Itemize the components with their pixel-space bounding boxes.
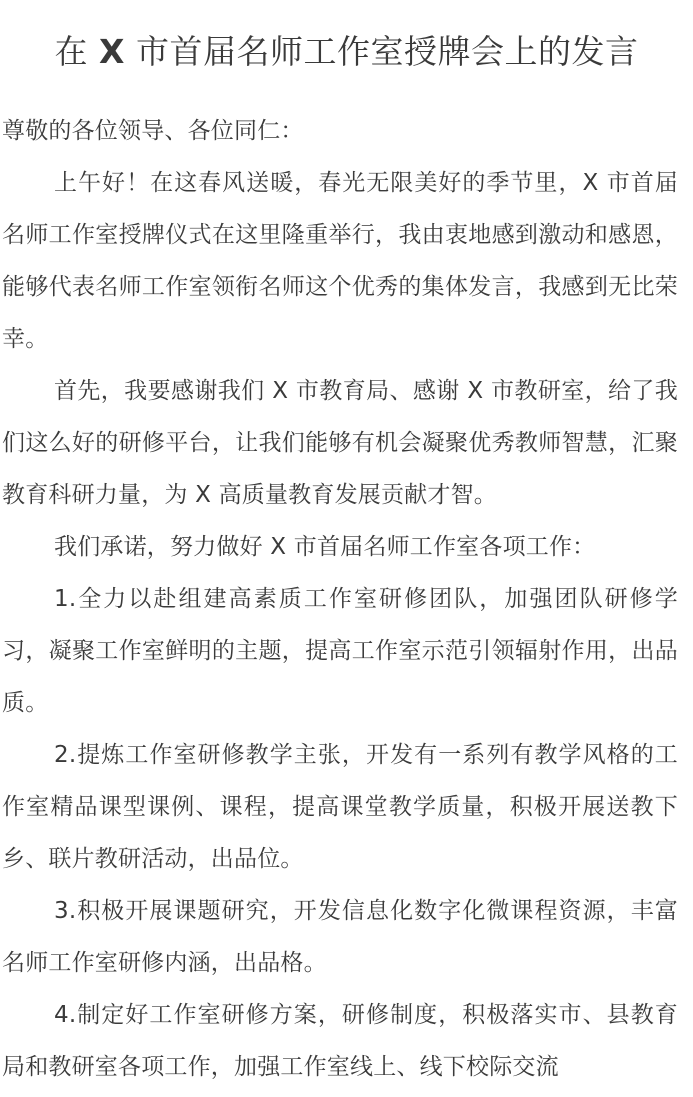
paragraph-item-2: 2.提炼工作室研修教学主张，开发有一系列有教学风格的工作室精品课型课例、课程，提高课堂教学质量，积极开展送教下乡、联片教研活动，出品位。 xyxy=(2,742,678,872)
paragraph-thanks: 首先，我要感谢我们 X 市教育局、感谢 X 市教研室，给了我们这么好的研修平台，让我们能够有机会凝聚优秀教师智慧，汇聚教育科研力量，为 X 高质量教育发展贡献才智。 xyxy=(2,378,678,508)
title-prefix: 在 xyxy=(54,32,100,71)
paragraph-item-4: 4.制定好工作室研修方案，研修制度，积极落实市、县教育局和教研室各项工作，加强工作室线上、线下校际交流 xyxy=(2,1002,678,1080)
paragraph-item-1: 1.全力以赴组建高素质工作室研修团队，加强团队研修学习，凝聚工作室鲜明的主题，提高工作室示范引领辐射作用，出品质。 xyxy=(2,586,678,716)
paragraph-commitment: 我们承诺，努力做好 X 市首届名师工作室各项工作： xyxy=(54,534,596,560)
title-suffix: 市首届名师工作室授牌会上的发言 xyxy=(124,32,639,71)
document-title xyxy=(0,28,693,76)
salutation: 尊敬的各位领导、各位同仁： xyxy=(2,118,304,144)
document-body xyxy=(2,105,678,1093)
title-city-x: X xyxy=(99,32,125,71)
paragraph-greeting: 上午好！在这春风送暖，春光无限美好的季节里，X 市首届名师工作室授牌仪式在这里隆重举行，我由衷地感到激动和感恩，能够代表名师工作室领衔名师这个优秀的集体发言，我感到无比荣幸。 xyxy=(2,170,678,352)
paragraph-item-3: 3.积极开展课题研究，开发信息化数字化微课程资源，丰富名师工作室研修内涵，出品格。 xyxy=(2,898,678,976)
